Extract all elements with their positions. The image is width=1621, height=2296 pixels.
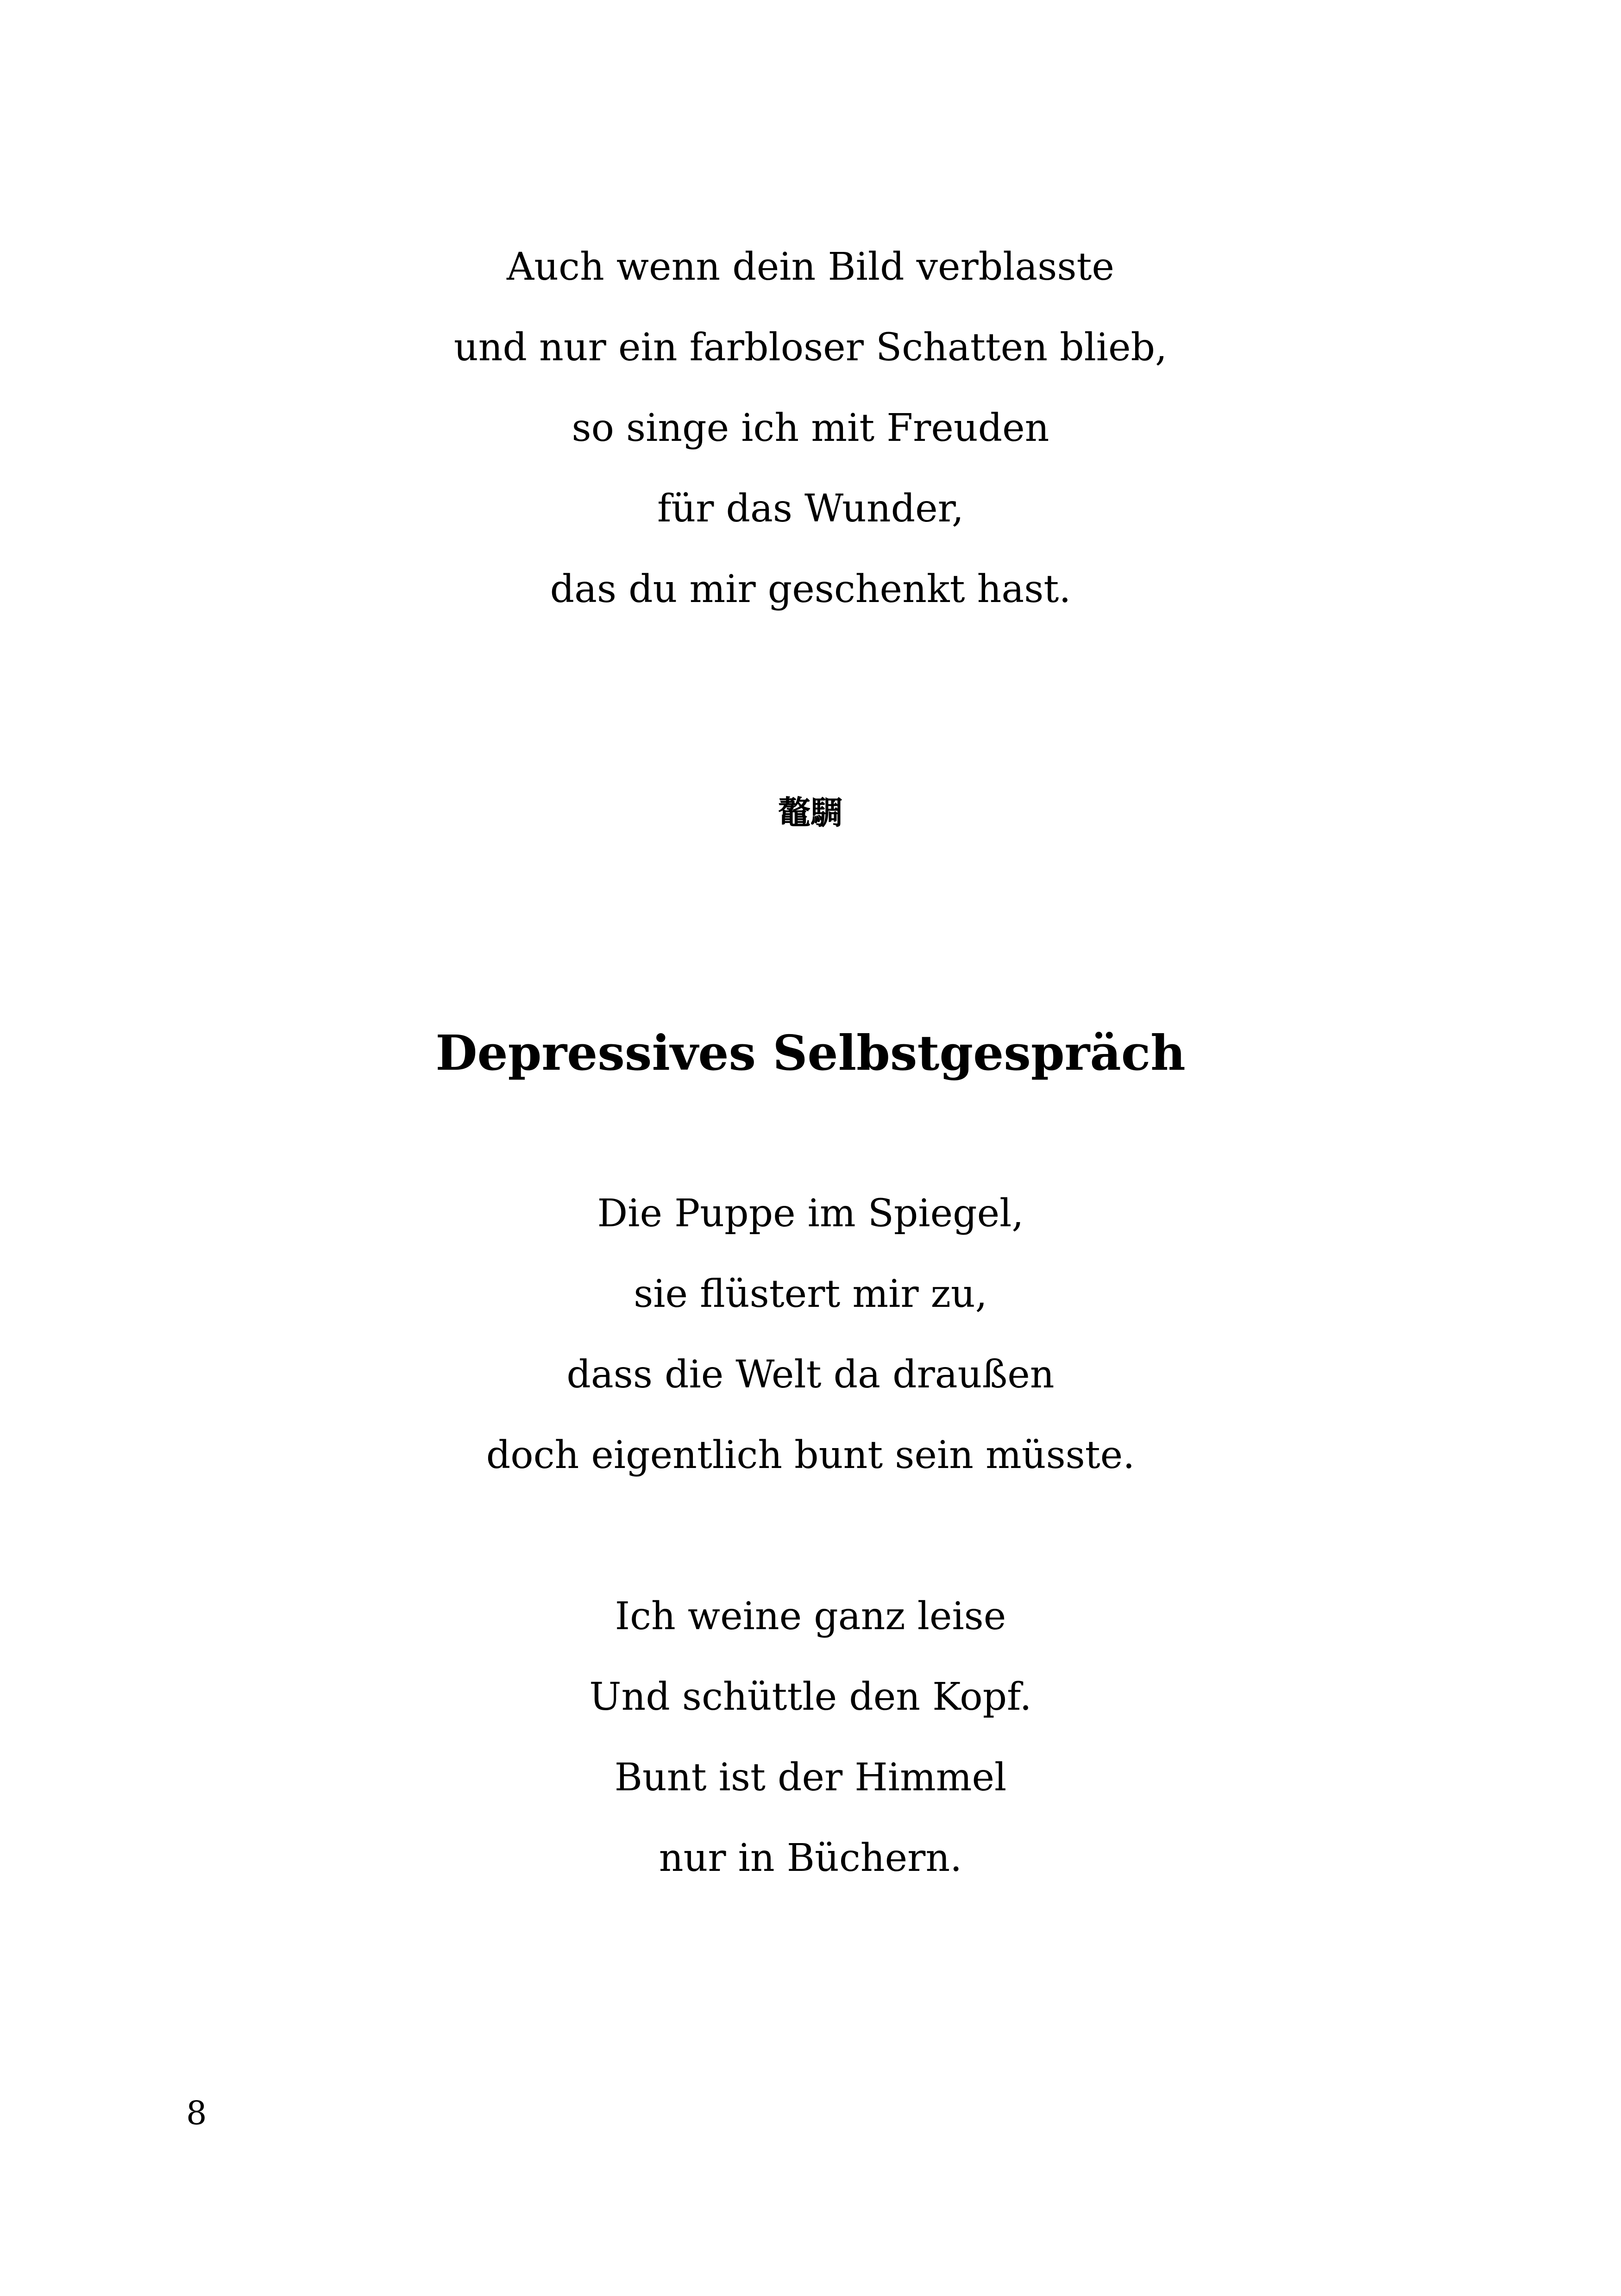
poem-line: so singe ich mit Freuden bbox=[572, 406, 1049, 450]
poem-line: Ich weine ganz leise bbox=[615, 1594, 1006, 1638]
poem-line: nur in Büchern. bbox=[659, 1836, 962, 1880]
section-separator-ornament: 鼇騆 bbox=[778, 794, 843, 832]
poem-line: dass die Welt da draußen bbox=[566, 1353, 1055, 1397]
poem-line: und nur ein farbloser Schatten blieb, bbox=[453, 326, 1168, 370]
poem-line: doch eigentlich bunt sein müsste. bbox=[486, 1433, 1135, 1477]
poem-line: für das Wunder, bbox=[657, 487, 964, 531]
page-number: 8 bbox=[186, 2094, 207, 2132]
poem-line: Die Puppe im Spiegel, bbox=[597, 1192, 1024, 1236]
poem-line: Und schüttle den Kopf. bbox=[589, 1675, 1032, 1719]
poem-line: sie flüstert mir zu, bbox=[634, 1272, 987, 1316]
poem-line: das du mir geschenkt hast. bbox=[550, 567, 1071, 611]
poem-line: Bunt ist der Himmel bbox=[614, 1756, 1007, 1800]
poem-title: Depressives Selbstgespräch bbox=[435, 1024, 1186, 1081]
poem-line: Auch wenn dein Bild verblasste bbox=[507, 245, 1114, 289]
